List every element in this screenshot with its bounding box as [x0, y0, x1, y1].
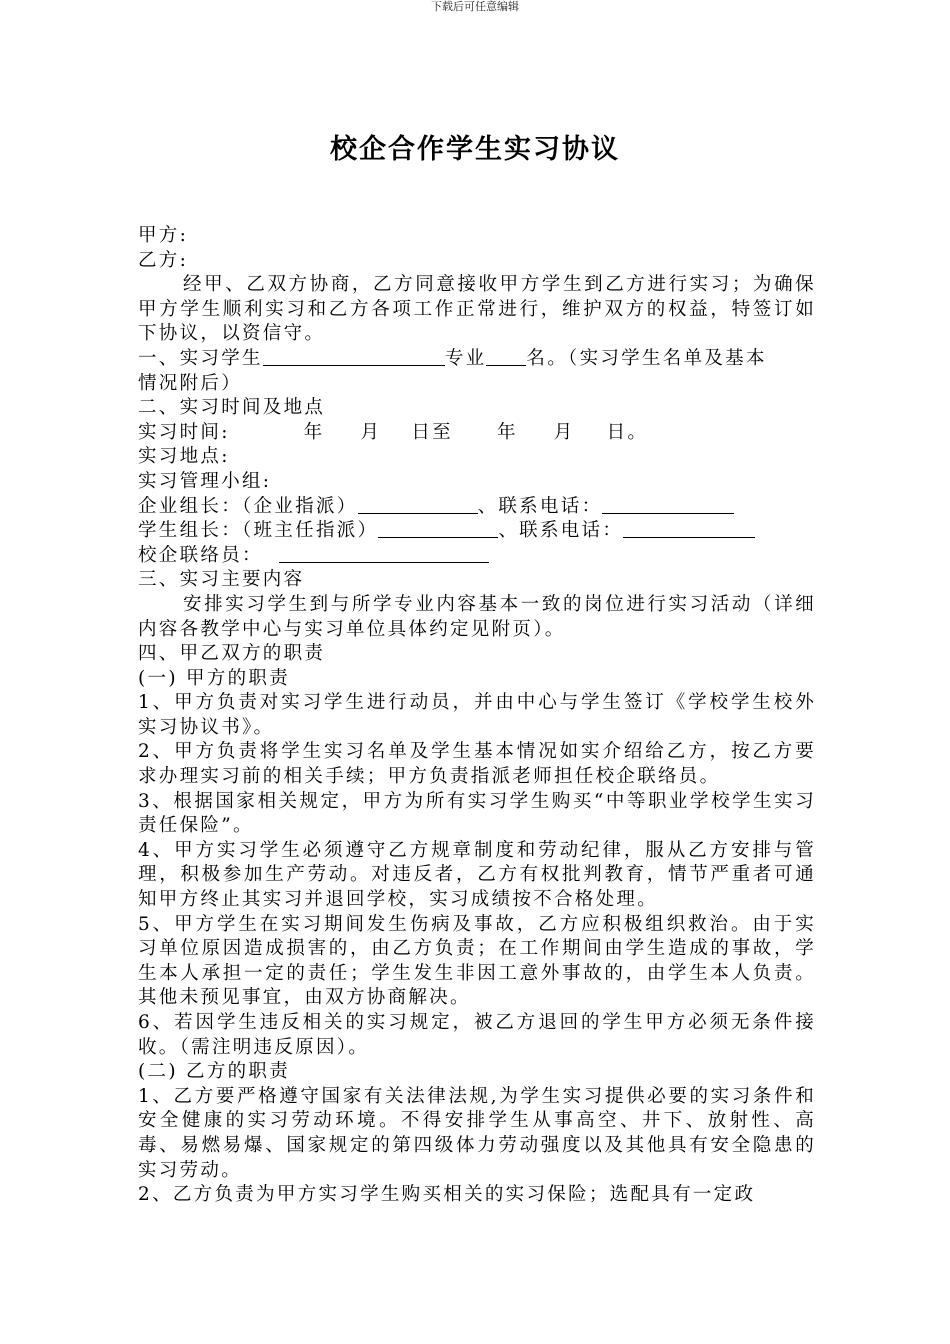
student-leader-line [138, 519, 816, 544]
section-1-cont: 情况附后） [138, 372, 243, 394]
corp-leader-label: 企业组长：（企业指派） [138, 495, 358, 517]
section-4-heading: 四、甲乙双方的职责 [138, 643, 326, 665]
year-2: 年 [496, 421, 518, 443]
section-1-suffix: 名。（实习学生名单及基本 [526, 347, 767, 369]
liaison-label: 校企联络员： [138, 544, 263, 566]
party-b-duties-heading: (二) 乙方的职责 [138, 1061, 291, 1083]
party-a-item: 5、甲方学生在实习期间发生伤病及事故，乙方应积极组织救治。由于实习单位原因造成损害的，由乙方负责；在工作期间由学生造成的事故，学生本人承担一定的责任；学生发生非因工意外事故的，由学生本人负责。其他未预见事宜，由双方协商解决。 [138, 913, 816, 1009]
document-title: 校企合作学生实习协议 [330, 134, 620, 165]
student-count-blank [263, 347, 445, 366]
day-end: 日。 [606, 421, 649, 443]
party-b-item: 2、乙方负责为甲方实习学生购买相关的实习保险；选配具有一定政 [138, 1184, 756, 1206]
year-1: 年 [303, 421, 325, 443]
liaison-blank [279, 544, 489, 563]
internship-time-line [138, 421, 816, 446]
student-phone-label: 、联系电话： [498, 520, 624, 542]
month-1: 月 [360, 421, 382, 443]
section-1-prefix: 一、实习学生 [138, 347, 263, 369]
intro-paragraph: 经甲、乙双方协商，乙方同意接收甲方学生到乙方进行实习；为确保甲方学生顺利实习和乙方各项工作正常进行，维护双方的权益，特签订如下协议，以资信守。 [138, 274, 816, 345]
party-b-item: 1、乙方要严格遵守国家有关法律法规,为学生实习提供必要的实习条件和安全健康的实习劳动环境。不得安排学生从事高空、井下、放射性、高毒、易燃易爆、国家规定的第四级体力劳动强度以及其他具有安全隐患的实习劳动。 [138, 1085, 816, 1181]
party-b-line: 乙方: [138, 249, 189, 271]
section-3-text: 安排实习学生到与所学专业内容基本一致的岗位进行实习活动（详细内容各教学中心与实习单位具体约定见附页）。 [138, 593, 816, 640]
management-group-line: 实习管理小组: [138, 470, 272, 492]
month-2: 月 [553, 421, 575, 443]
internship-place-line: 实习地点: [138, 446, 230, 468]
party-a-item: 6、若因学生违反相关的实习规定，被乙方退回的学生甲方必须无条件接收。（需注明违反原因）。 [138, 1012, 816, 1058]
party-a-item: 3、根据国家相关规定，甲方为所有实习学生购买“中等职业学校学生实习责任保险”。 [138, 790, 816, 837]
student-phone-blank [623, 519, 755, 538]
student-leader-label: 学生组长：（班主任指派） [138, 520, 379, 542]
student-leader-blank [378, 519, 498, 538]
party-a-item: 2、甲方负责将学生实习名单及学生基本情况如实介绍给乙方，按乙方要求办理实习前的相关手续；甲方负责指派老师担任校企联络员。 [138, 741, 816, 788]
day-to: 日至 [411, 421, 453, 443]
liaison-line [138, 544, 816, 569]
time-label: 实习时间: [138, 421, 230, 443]
header-note: 下载后可任意编辑 [431, 0, 519, 13]
document-body [138, 224, 816, 1208]
section-3-heading: 三、实习主要内容 [138, 569, 305, 591]
party-a-duties-heading: (一) 甲方的职责 [138, 667, 291, 689]
corp-phone-label: 、联系电话： [477, 495, 603, 517]
party-a-line: 甲方: [138, 225, 189, 246]
corp-phone-blank [602, 495, 734, 514]
corp-leader-line [138, 495, 816, 520]
section-1-line [138, 347, 816, 372]
major-count-blank [486, 347, 526, 366]
party-a-item: 1、甲方负责对实习学生进行动员，并由中心与学生签订《学校学生校外实习协议书》。 [138, 692, 816, 738]
corp-leader-blank [358, 495, 478, 514]
section-2-heading: 二、实习时间及地点 [138, 397, 326, 419]
section-1-major: 专业 [444, 347, 487, 369]
party-a-item: 4、甲方实习学生必须遵守乙方规章制度和劳动纪律，服从乙方安排与管理，积极参加生产劳动。对违反者，乙方有权批判教育，情节严重者可通知甲方终止其实习并退回学校，实习成绩按不合格处理。 [138, 839, 816, 911]
